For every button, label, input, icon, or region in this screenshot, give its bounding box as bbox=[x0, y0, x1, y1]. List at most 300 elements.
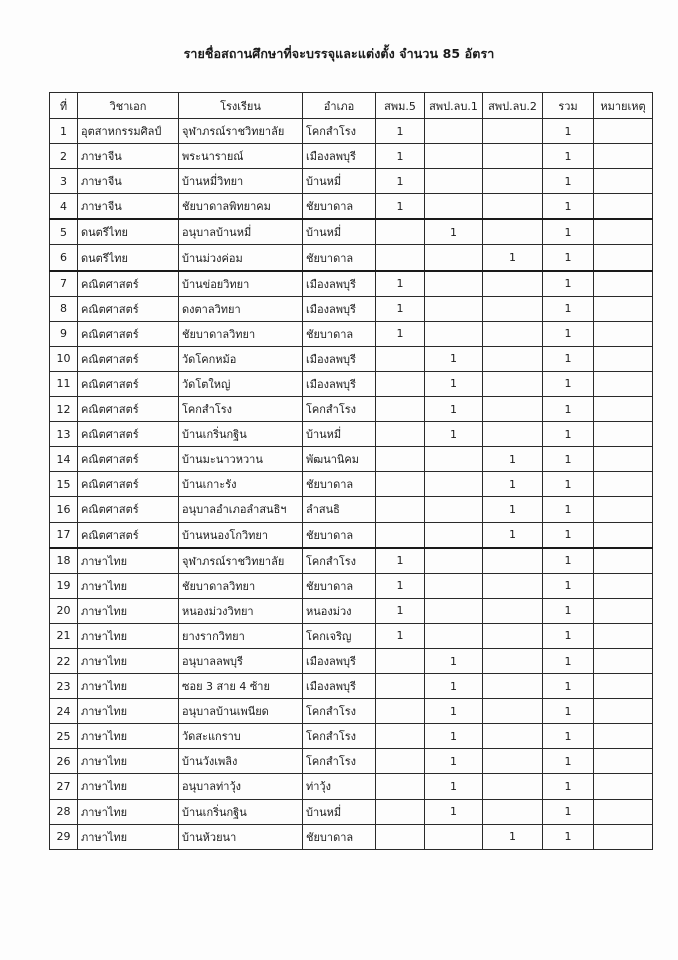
spp2-cell: 1 bbox=[483, 522, 543, 548]
spp2-cell bbox=[483, 422, 543, 447]
subject-cell: ภาษาไทย bbox=[78, 598, 179, 623]
total-cell: 1 bbox=[543, 674, 594, 699]
table-row bbox=[50, 447, 653, 472]
total-cell: 1 bbox=[543, 774, 594, 799]
subject-cell: คณิตศาสตร์ bbox=[78, 346, 179, 371]
spp2-cell bbox=[483, 774, 543, 799]
row-number: 25 bbox=[50, 724, 78, 749]
spp1-cell: 1 bbox=[425, 774, 483, 799]
school-cell: บ้านเกริ่นกฐิน bbox=[179, 799, 303, 824]
spm5-cell: 1 bbox=[376, 194, 425, 220]
subject-cell: ภาษาไทย bbox=[78, 749, 179, 774]
district-cell: โคกสำโรง bbox=[303, 724, 376, 749]
school-cell: ชัยบาดาลวิทยา bbox=[179, 573, 303, 598]
spm5-cell bbox=[376, 774, 425, 799]
note-cell bbox=[594, 522, 653, 548]
spm5-cell bbox=[376, 371, 425, 396]
spp1-cell bbox=[425, 296, 483, 321]
subject-cell: ภาษาไทย bbox=[78, 699, 179, 724]
table-row bbox=[50, 799, 653, 824]
total-cell: 1 bbox=[543, 219, 594, 245]
spm5-cell bbox=[376, 472, 425, 497]
table-row bbox=[50, 397, 653, 422]
school-cell: โคกสำโรง bbox=[179, 397, 303, 422]
school-cell: ซอย 3 สาย 4 ซ้าย bbox=[179, 674, 303, 699]
school-cell: บ้านหนองโกวิทยา bbox=[179, 522, 303, 548]
school-cell: หนองม่วงวิทยา bbox=[179, 598, 303, 623]
spp1-cell bbox=[425, 623, 483, 648]
note-cell bbox=[594, 824, 653, 849]
total-cell: 1 bbox=[543, 447, 594, 472]
total-cell: 1 bbox=[543, 573, 594, 598]
total-cell: 1 bbox=[543, 598, 594, 623]
row-number: 3 bbox=[50, 169, 78, 194]
spp2-cell bbox=[483, 144, 543, 169]
spp2-cell bbox=[483, 548, 543, 574]
table-row bbox=[50, 674, 653, 699]
subject-cell: คณิตศาสตร์ bbox=[78, 522, 179, 548]
spp1-cell bbox=[425, 548, 483, 574]
school-cell: ยางรากวิทยา bbox=[179, 623, 303, 648]
table-row bbox=[50, 321, 653, 346]
school-cell: บ้านห้วยนา bbox=[179, 824, 303, 849]
table-row bbox=[50, 422, 653, 447]
spm5-cell bbox=[376, 219, 425, 245]
school-cell: จุฬาภรณ์ราชวิทยาลัย bbox=[179, 119, 303, 144]
note-cell bbox=[594, 296, 653, 321]
row-number: 5 bbox=[50, 219, 78, 245]
district-cell: ลำสนธิ bbox=[303, 497, 376, 522]
spp2-cell bbox=[483, 397, 543, 422]
table-row bbox=[50, 774, 653, 799]
spp1-cell bbox=[425, 144, 483, 169]
row-number: 28 bbox=[50, 799, 78, 824]
row-number: 22 bbox=[50, 648, 78, 673]
note-cell bbox=[594, 623, 653, 648]
spm5-cell bbox=[376, 245, 425, 271]
school-cell: บ้านหมี่วิทยา bbox=[179, 169, 303, 194]
spp2-cell bbox=[483, 169, 543, 194]
subject-cell: ภาษาไทย bbox=[78, 623, 179, 648]
total-cell: 1 bbox=[543, 271, 594, 297]
district-cell: หนองม่วง bbox=[303, 598, 376, 623]
row-number: 19 bbox=[50, 573, 78, 598]
table-row bbox=[50, 169, 653, 194]
district-cell: บ้านหมี่ bbox=[303, 169, 376, 194]
spp2-cell: 1 bbox=[483, 447, 543, 472]
note-cell bbox=[594, 749, 653, 774]
row-number: 17 bbox=[50, 522, 78, 548]
subject-cell: คณิตศาสตร์ bbox=[78, 447, 179, 472]
subject-cell: ภาษาไทย bbox=[78, 674, 179, 699]
subject-cell: ภาษาไทย bbox=[78, 573, 179, 598]
spm5-cell bbox=[376, 674, 425, 699]
district-cell: โคกสำโรง bbox=[303, 397, 376, 422]
spm5-cell: 1 bbox=[376, 169, 425, 194]
subject-cell: คณิตศาสตร์ bbox=[78, 271, 179, 297]
subject-cell: ภาษาจีน bbox=[78, 144, 179, 169]
total-cell: 1 bbox=[543, 724, 594, 749]
spp2-cell bbox=[483, 724, 543, 749]
table-row bbox=[50, 699, 653, 724]
spp2-cell bbox=[483, 623, 543, 648]
spp1-cell: 1 bbox=[425, 422, 483, 447]
subject-cell: ภาษาไทย bbox=[78, 648, 179, 673]
note-cell bbox=[594, 598, 653, 623]
spm5-cell bbox=[376, 522, 425, 548]
total-cell: 1 bbox=[543, 422, 594, 447]
spp1-cell bbox=[425, 169, 483, 194]
spp1-cell bbox=[425, 472, 483, 497]
spp1-cell bbox=[425, 522, 483, 548]
total-cell: 1 bbox=[543, 296, 594, 321]
spm5-cell: 1 bbox=[376, 321, 425, 346]
spm5-cell bbox=[376, 699, 425, 724]
table-row bbox=[50, 623, 653, 648]
school-cell: พระนารายณ์ bbox=[179, 144, 303, 169]
spp1-cell: 1 bbox=[425, 397, 483, 422]
total-cell: 1 bbox=[543, 397, 594, 422]
spm5-cell: 1 bbox=[376, 119, 425, 144]
row-number: 14 bbox=[50, 447, 78, 472]
table-row bbox=[50, 119, 653, 144]
spp1-cell bbox=[425, 824, 483, 849]
row-number: 2 bbox=[50, 144, 78, 169]
district-cell: ชัยบาดาล bbox=[303, 245, 376, 271]
spm5-cell: 1 bbox=[376, 598, 425, 623]
subject-cell: ดนตรีไทย bbox=[78, 219, 179, 245]
header-subject: วิชาเอก bbox=[78, 93, 179, 119]
school-cell: วัดสะแกราบ bbox=[179, 724, 303, 749]
note-cell bbox=[594, 674, 653, 699]
note-cell bbox=[594, 169, 653, 194]
spp2-cell: 1 bbox=[483, 245, 543, 271]
row-number: 20 bbox=[50, 598, 78, 623]
note-cell bbox=[594, 548, 653, 574]
school-cell: บ้านเกริ่นกฐิน bbox=[179, 422, 303, 447]
table-body bbox=[50, 119, 653, 850]
school-cell: อนุบาลท่าวุ้ง bbox=[179, 774, 303, 799]
subject-cell: ภาษาไทย bbox=[78, 799, 179, 824]
school-cell: ชัยบาดาลพิทยาคม bbox=[179, 194, 303, 220]
spp2-cell bbox=[483, 321, 543, 346]
spp2-cell bbox=[483, 749, 543, 774]
row-number: 15 bbox=[50, 472, 78, 497]
note-cell bbox=[594, 472, 653, 497]
district-cell: โคกสำโรง bbox=[303, 749, 376, 774]
subject-cell: ภาษาไทย bbox=[78, 724, 179, 749]
spp1-cell bbox=[425, 598, 483, 623]
spm5-cell bbox=[376, 799, 425, 824]
row-number: 9 bbox=[50, 321, 78, 346]
spp2-cell bbox=[483, 573, 543, 598]
district-cell: เมืองลพบุรี bbox=[303, 346, 376, 371]
subject-cell: คณิตศาสตร์ bbox=[78, 296, 179, 321]
header-spp1: สพป.ลบ.1 bbox=[425, 93, 483, 119]
subject-cell: คณิตศาสตร์ bbox=[78, 472, 179, 497]
table-row bbox=[50, 497, 653, 522]
row-number: 12 bbox=[50, 397, 78, 422]
header-no: ที่ bbox=[50, 93, 78, 119]
district-cell: ท่าวุ้ง bbox=[303, 774, 376, 799]
school-cell: อนุบาลอำเภอลำสนธิฯ bbox=[179, 497, 303, 522]
district-cell: โคกสำโรง bbox=[303, 119, 376, 144]
district-cell: ชัยบาดาล bbox=[303, 522, 376, 548]
school-cell: วัดโตใหญ่ bbox=[179, 371, 303, 396]
row-number: 1 bbox=[50, 119, 78, 144]
school-cell: อนุบาลบ้านเพนียด bbox=[179, 699, 303, 724]
spp2-cell: 1 bbox=[483, 824, 543, 849]
subject-cell: คณิตศาสตร์ bbox=[78, 497, 179, 522]
row-number: 27 bbox=[50, 774, 78, 799]
table-row bbox=[50, 573, 653, 598]
school-table bbox=[49, 92, 653, 850]
subject-cell: ภาษาจีน bbox=[78, 194, 179, 220]
district-cell: เมืองลพบุรี bbox=[303, 648, 376, 673]
subject-cell: ภาษาจีน bbox=[78, 169, 179, 194]
spm5-cell bbox=[376, 824, 425, 849]
subject-cell: ภาษาไทย bbox=[78, 774, 179, 799]
spp2-cell: 1 bbox=[483, 472, 543, 497]
spm5-cell bbox=[376, 397, 425, 422]
row-number: 10 bbox=[50, 346, 78, 371]
total-cell: 1 bbox=[543, 749, 594, 774]
total-cell: 1 bbox=[543, 169, 594, 194]
spp1-cell: 1 bbox=[425, 799, 483, 824]
school-cell: อนุบาลลพบุรี bbox=[179, 648, 303, 673]
spp1-cell: 1 bbox=[425, 371, 483, 396]
row-number: 11 bbox=[50, 371, 78, 396]
spp1-cell bbox=[425, 194, 483, 220]
table-row bbox=[50, 371, 653, 396]
total-cell: 1 bbox=[543, 119, 594, 144]
total-cell: 1 bbox=[543, 321, 594, 346]
district-cell: พัฒนานิคม bbox=[303, 447, 376, 472]
spp1-cell bbox=[425, 119, 483, 144]
total-cell: 1 bbox=[543, 371, 594, 396]
total-cell: 1 bbox=[543, 824, 594, 849]
spp1-cell: 1 bbox=[425, 749, 483, 774]
spp2-cell bbox=[483, 648, 543, 673]
school-cell: วัดโคกหม้อ bbox=[179, 346, 303, 371]
note-cell bbox=[594, 774, 653, 799]
district-cell: ชัยบาดาล bbox=[303, 321, 376, 346]
spm5-cell bbox=[376, 724, 425, 749]
table-row bbox=[50, 346, 653, 371]
subject-cell: ดนตรีไทย bbox=[78, 245, 179, 271]
table-row bbox=[50, 144, 653, 169]
spp1-cell bbox=[425, 497, 483, 522]
note-cell bbox=[594, 245, 653, 271]
district-cell: เมืองลพบุรี bbox=[303, 371, 376, 396]
header-note: หมายเหตุ bbox=[594, 93, 653, 119]
spm5-cell bbox=[376, 749, 425, 774]
note-cell bbox=[594, 321, 653, 346]
district-cell: เมืองลพบุรี bbox=[303, 144, 376, 169]
row-number: 26 bbox=[50, 749, 78, 774]
row-number: 4 bbox=[50, 194, 78, 220]
district-cell: ชัยบาดาล bbox=[303, 824, 376, 849]
total-cell: 1 bbox=[543, 623, 594, 648]
table-row bbox=[50, 522, 653, 548]
table-row bbox=[50, 296, 653, 321]
spp2-cell bbox=[483, 219, 543, 245]
spp1-cell: 1 bbox=[425, 724, 483, 749]
spm5-cell bbox=[376, 648, 425, 673]
school-cell: บ้านมะนาวหวาน bbox=[179, 447, 303, 472]
table-row bbox=[50, 194, 653, 220]
note-cell bbox=[594, 447, 653, 472]
row-number: 18 bbox=[50, 548, 78, 574]
spp2-cell bbox=[483, 346, 543, 371]
spp2-cell bbox=[483, 271, 543, 297]
spm5-cell bbox=[376, 497, 425, 522]
total-cell: 1 bbox=[543, 144, 594, 169]
spp1-cell bbox=[425, 447, 483, 472]
spp1-cell bbox=[425, 245, 483, 271]
spp1-cell: 1 bbox=[425, 219, 483, 245]
note-cell bbox=[594, 144, 653, 169]
spm5-cell bbox=[376, 422, 425, 447]
table-row bbox=[50, 271, 653, 297]
note-cell bbox=[594, 119, 653, 144]
row-number: 21 bbox=[50, 623, 78, 648]
header-spm5: สพม.5 bbox=[376, 93, 425, 119]
table-row bbox=[50, 749, 653, 774]
subject-cell: ภาษาไทย bbox=[78, 824, 179, 849]
table-row bbox=[50, 219, 653, 245]
spp2-cell bbox=[483, 598, 543, 623]
subject-cell: คณิตศาสตร์ bbox=[78, 397, 179, 422]
spp2-cell bbox=[483, 799, 543, 824]
row-number: 13 bbox=[50, 422, 78, 447]
note-cell bbox=[594, 724, 653, 749]
total-cell: 1 bbox=[543, 497, 594, 522]
school-cell: บ้านม่วงค่อม bbox=[179, 245, 303, 271]
total-cell: 1 bbox=[543, 548, 594, 574]
spm5-cell bbox=[376, 346, 425, 371]
row-number: 23 bbox=[50, 674, 78, 699]
spm5-cell: 1 bbox=[376, 548, 425, 574]
district-cell: บ้านหมี่ bbox=[303, 422, 376, 447]
row-number: 8 bbox=[50, 296, 78, 321]
district-cell: โคกสำโรง bbox=[303, 548, 376, 574]
spp2-cell bbox=[483, 119, 543, 144]
document-title: รายชื่อสถานศึกษาที่จะบรรจุและแต่งตั้ง จำนวน 85 อัตรา bbox=[183, 46, 495, 61]
note-cell bbox=[594, 271, 653, 297]
total-cell: 1 bbox=[543, 799, 594, 824]
spp2-cell: 1 bbox=[483, 497, 543, 522]
row-number: 29 bbox=[50, 824, 78, 849]
subject-cell: ภาษาไทย bbox=[78, 548, 179, 574]
spp2-cell bbox=[483, 194, 543, 220]
table-row bbox=[50, 648, 653, 673]
district-cell: บ้านหมี่ bbox=[303, 219, 376, 245]
table-header-row bbox=[50, 93, 653, 119]
total-cell: 1 bbox=[543, 346, 594, 371]
total-cell: 1 bbox=[543, 472, 594, 497]
spp1-cell: 1 bbox=[425, 346, 483, 371]
table-row bbox=[50, 824, 653, 849]
subject-cell: คณิตศาสตร์ bbox=[78, 371, 179, 396]
note-cell bbox=[594, 699, 653, 724]
note-cell bbox=[594, 346, 653, 371]
row-number: 16 bbox=[50, 497, 78, 522]
school-cell: บ้านข่อยวิทยา bbox=[179, 271, 303, 297]
district-cell: เมืองลพบุรี bbox=[303, 271, 376, 297]
total-cell: 1 bbox=[543, 522, 594, 548]
header-spp2: สพป.ลบ.2 bbox=[483, 93, 543, 119]
table-row bbox=[50, 548, 653, 574]
row-number: 6 bbox=[50, 245, 78, 271]
note-cell bbox=[594, 799, 653, 824]
spm5-cell: 1 bbox=[376, 296, 425, 321]
spp1-cell: 1 bbox=[425, 674, 483, 699]
district-cell: ชัยบาดาล bbox=[303, 573, 376, 598]
school-cell: ชัยบาดาลวิทยา bbox=[179, 321, 303, 346]
spm5-cell: 1 bbox=[376, 573, 425, 598]
school-cell: อนุบาลบ้านหมี่ bbox=[179, 219, 303, 245]
table-row bbox=[50, 245, 653, 271]
total-cell: 1 bbox=[543, 194, 594, 220]
spm5-cell bbox=[376, 447, 425, 472]
spp1-cell bbox=[425, 271, 483, 297]
table-row bbox=[50, 472, 653, 497]
district-cell: บ้านหมี่ bbox=[303, 799, 376, 824]
subject-cell: อุตสาหกรรมศิลป์ bbox=[78, 119, 179, 144]
note-cell bbox=[594, 371, 653, 396]
row-number: 24 bbox=[50, 699, 78, 724]
district-cell: โคกสำโรง bbox=[303, 699, 376, 724]
district-cell: ชัยบาดาล bbox=[303, 472, 376, 497]
note-cell bbox=[594, 497, 653, 522]
spp1-cell: 1 bbox=[425, 648, 483, 673]
spp2-cell bbox=[483, 371, 543, 396]
school-cell: บ้านวังเพลิง bbox=[179, 749, 303, 774]
spm5-cell: 1 bbox=[376, 271, 425, 297]
district-cell: เมืองลพบุรี bbox=[303, 674, 376, 699]
school-cell: บ้านเกาะรัง bbox=[179, 472, 303, 497]
table-row bbox=[50, 724, 653, 749]
header-district: อำเภอ bbox=[303, 93, 376, 119]
total-cell: 1 bbox=[543, 699, 594, 724]
note-cell bbox=[594, 397, 653, 422]
spm5-cell: 1 bbox=[376, 623, 425, 648]
spp2-cell bbox=[483, 699, 543, 724]
spp2-cell bbox=[483, 674, 543, 699]
total-cell: 1 bbox=[543, 245, 594, 271]
note-cell bbox=[594, 648, 653, 673]
row-number: 7 bbox=[50, 271, 78, 297]
spp1-cell: 1 bbox=[425, 699, 483, 724]
school-cell: จุฬาภรณ์ราชวิทยาลัย bbox=[179, 548, 303, 574]
subject-cell: คณิตศาสตร์ bbox=[78, 321, 179, 346]
note-cell bbox=[594, 194, 653, 220]
district-cell: โคกเจริญ bbox=[303, 623, 376, 648]
note-cell bbox=[594, 422, 653, 447]
header-total: รวม bbox=[543, 93, 594, 119]
table-row bbox=[50, 598, 653, 623]
subject-cell: คณิตศาสตร์ bbox=[78, 422, 179, 447]
spp2-cell bbox=[483, 296, 543, 321]
school-cell: ดงตาลวิทยา bbox=[179, 296, 303, 321]
total-cell: 1 bbox=[543, 648, 594, 673]
spp1-cell bbox=[425, 321, 483, 346]
note-cell bbox=[594, 573, 653, 598]
note-cell bbox=[594, 219, 653, 245]
spp1-cell bbox=[425, 573, 483, 598]
district-cell: ชัยบาดาล bbox=[303, 194, 376, 220]
